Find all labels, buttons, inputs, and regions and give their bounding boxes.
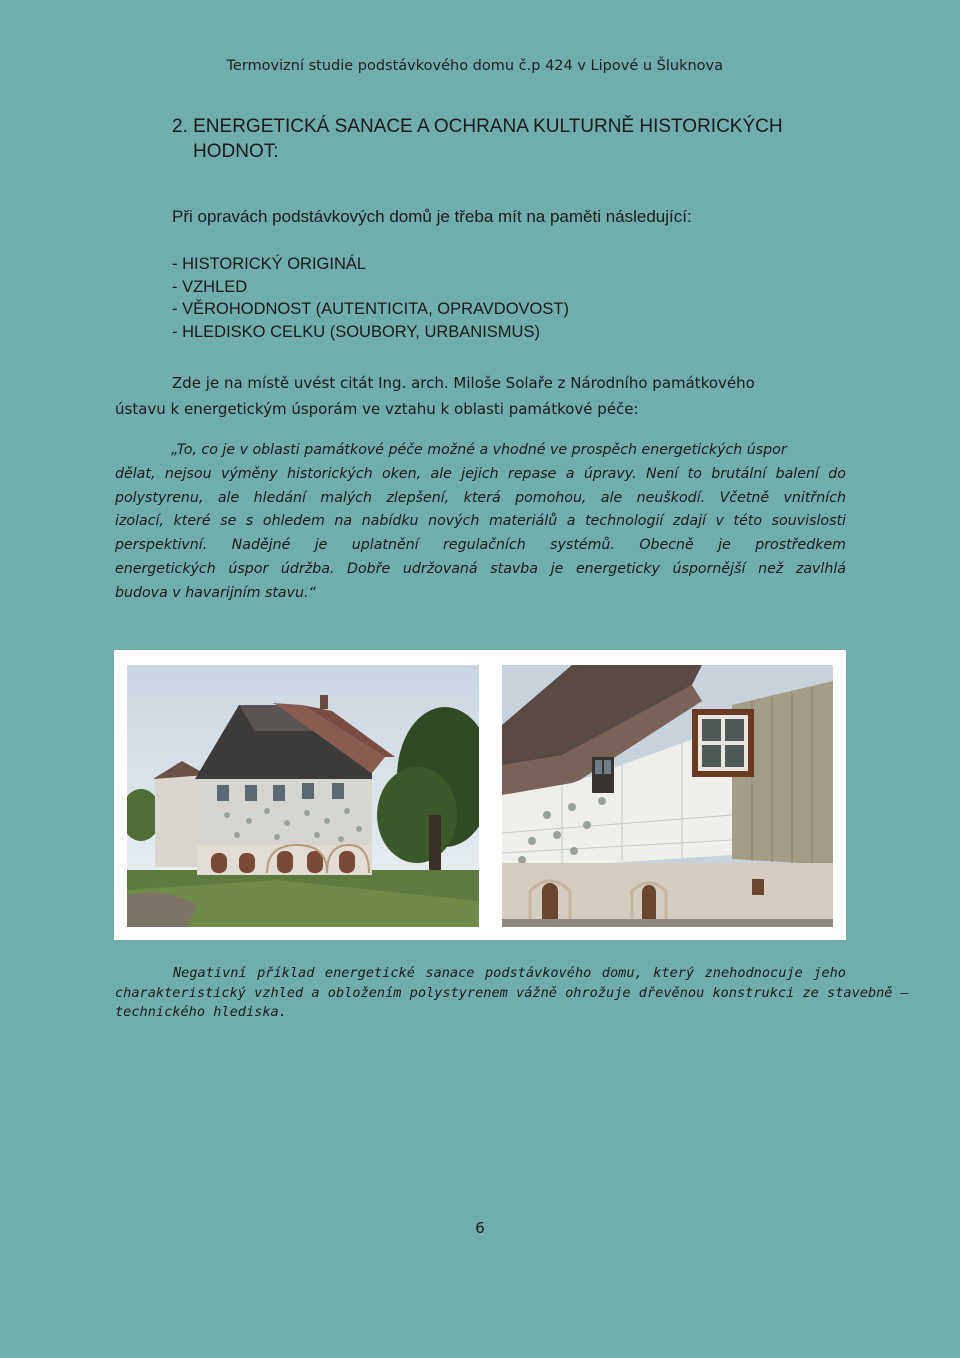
running-header: Termovizní studie podstávkového domu č.p 424 v Lipové u Šluknova [226, 58, 723, 74]
caption-line: charakteristický vzhled a obložením polystyrenem vážně ohrožuje dřevěnou konstrukci ze stavebně – [115, 984, 909, 1001]
citation-line: ústavu k energetickým úsporám ve vztahu k oblasti památkové péče: [115, 400, 639, 418]
citation-line: Zde je na místě uvést citát Ing. arch. Miloše Solaře z Národního památkového [172, 374, 755, 392]
quote-line: polystyrenu, ale hledání malých zlepšení, která pomohou, ale neuškodí. Včetně vnitřních [115, 489, 846, 506]
house-photo-right [502, 665, 833, 927]
caption-line: Negativní příklad energetické sanace podstávkového domu, který znehodnocuje jeho [173, 965, 846, 981]
list-item: - HISTORICKÝ ORIGINÁL [172, 255, 367, 273]
quote-line: izolací, které se s ohledem na nabídku nových materiálů a technologií zdají v této souvislosti [115, 513, 846, 530]
photo-caption [115, 964, 909, 1023]
quote-line: energetických úspor údržba. Dobře udržovaná stavba je energeticky úspornější než zavlhlá [115, 560, 846, 577]
quote-block [115, 439, 846, 606]
list-item: - VZHLED [172, 277, 248, 296]
quote-line: dělat, nejsou výměny historických oken, ale jejich repase a úpravy. Není to brutální balení do [115, 465, 846, 482]
section-heading-line1: 2. ENERGETICKÁ SANACE A OCHRANA KULTURNĚ HISTORICKÝCH [172, 116, 783, 137]
quote-line: „To, co je v oblasti památkové péče možné a vhodné ve prospěch energetických úspor [171, 442, 787, 458]
citation-paragraph [115, 370, 850, 422]
section-heading [172, 114, 872, 164]
house-photo-left [127, 665, 479, 927]
quote-line: budova v havarijním stavu.“ [115, 584, 316, 601]
quote-line: perspektivní. Nadějné je uplatnění regulačních systémů. Obecně je prostředkem [115, 537, 846, 554]
section-heading-line2: HODNOT: [193, 141, 279, 162]
caption-line: technického hlediska. [115, 1004, 287, 1020]
intro-text: Při opravách podstávkových domů je třeba mít na paměti následující: [172, 207, 692, 226]
page-number: 6 [475, 1219, 485, 1237]
principles-list [172, 253, 569, 343]
list-item: - HLEDISKO CELKU (SOUBORY, URBANISMUS) [172, 322, 540, 341]
list-item: - VĚROHODNOST (AUTENTICITA, OPRAVDOVOST) [172, 300, 569, 318]
photo-panel [114, 650, 846, 940]
